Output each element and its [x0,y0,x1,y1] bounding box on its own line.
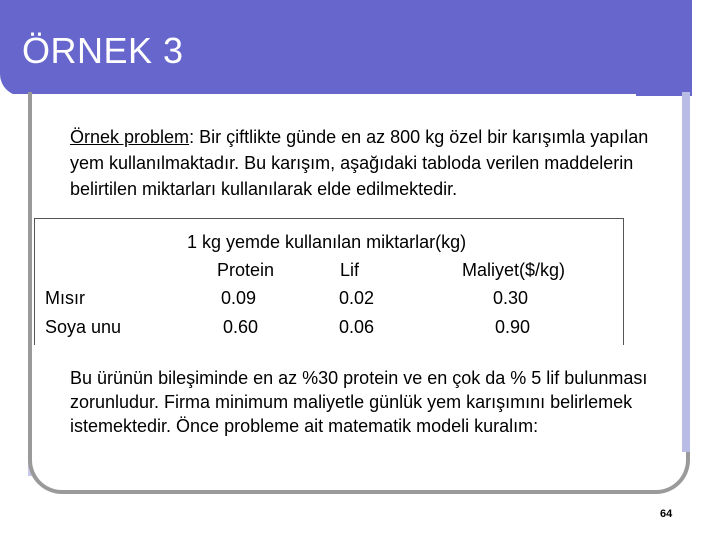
row-cost: 0.90 [495,317,531,337]
header-protein: Protein [217,260,275,280]
header-fiber: Lif [340,260,360,280]
ingredients-table [34,218,624,345]
row-name: Mısır [45,288,85,308]
row-protein: 0.09 [221,288,257,308]
row-fiber: 0.06 [339,317,375,337]
problem-text: : Bir çiftlikte günde en az 800 kg özel bir karışımla yapılan yem kullanılmaktadır. Bu karışım, aşağıdaki tabloda verilen maddelerin belirtilen miktarları kullanılarak elde edilmektedir. [70,127,649,199]
row-protein: 0.60 [223,317,259,337]
frame-right-bar [682,92,690,452]
row-name: Soya unu [45,317,122,337]
row-fiber: 0.02 [339,288,375,308]
problem-lead: Örnek problem [70,127,190,147]
problem-paragraph [70,124,670,202]
slide-title: ÖRNEK 3 [22,30,184,71]
row-cost: 0.30 [493,288,529,308]
header-cost: Maliyet($/kg) [462,260,566,280]
conclusion-paragraph: Bu ürünün bileşiminde en az %30 protein ve en çok da % 5 lif bulunması zorunludur. Firma minimum maliyetle günlük yem karışımını belirlemek istemektedir. Önce probleme ait matematik modeli kuralım: [70,368,648,436]
page-number: 64 [660,508,673,520]
table-caption: 1 kg yemde kullanılan miktarlar(kg) [187,232,467,252]
